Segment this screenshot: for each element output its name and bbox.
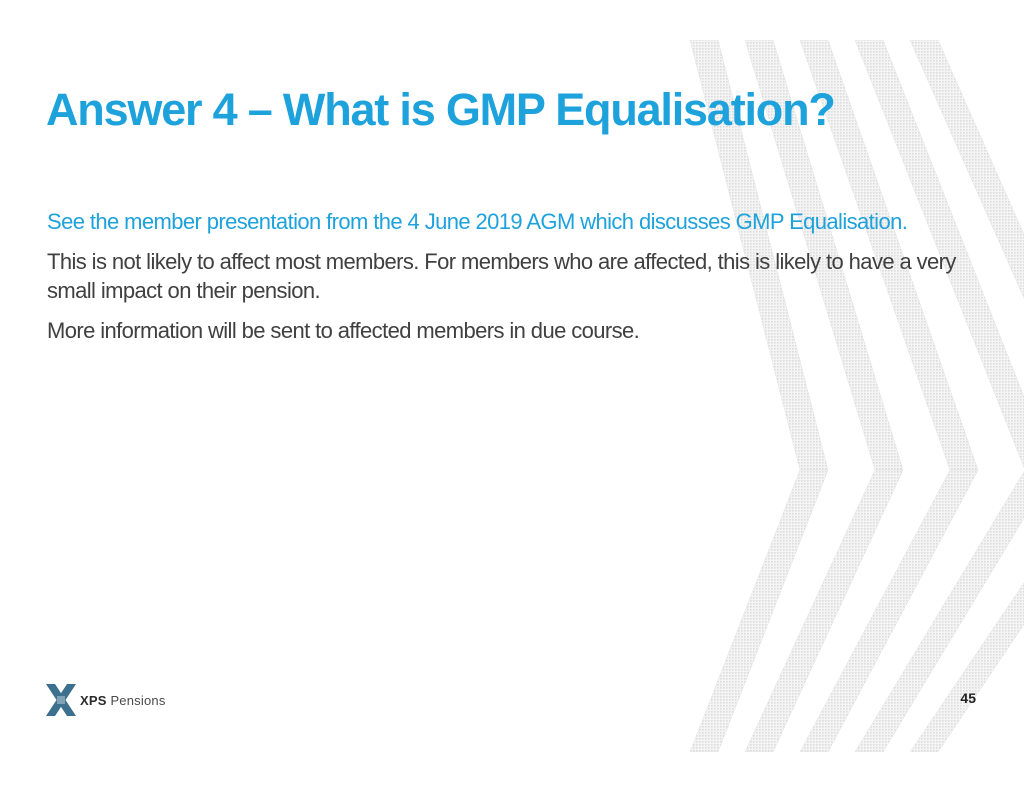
body-paragraph-more-info: More information will be sent to affected members in due course. [47, 318, 640, 343]
logo-brand: XPS [80, 692, 107, 708]
logo-product: Pensions [110, 692, 166, 708]
xps-x-mark-icon [44, 683, 78, 717]
slide-number: 45 [960, 690, 976, 706]
intro-paragraph: See the member presentation from the 4 June 2019 AGM which discusses GMP Equalisation. [47, 209, 908, 234]
xps-pensions-logo [44, 682, 166, 718]
logo-wordmark [80, 693, 166, 708]
slide-body [47, 207, 977, 356]
body-paragraph-impact: This is not likely to affect most members. For members who are affected, this is likely to have a very small impact on their pension. [47, 249, 956, 303]
slide-title: Answer 4 – What is GMP Equalisation? [46, 84, 835, 135]
